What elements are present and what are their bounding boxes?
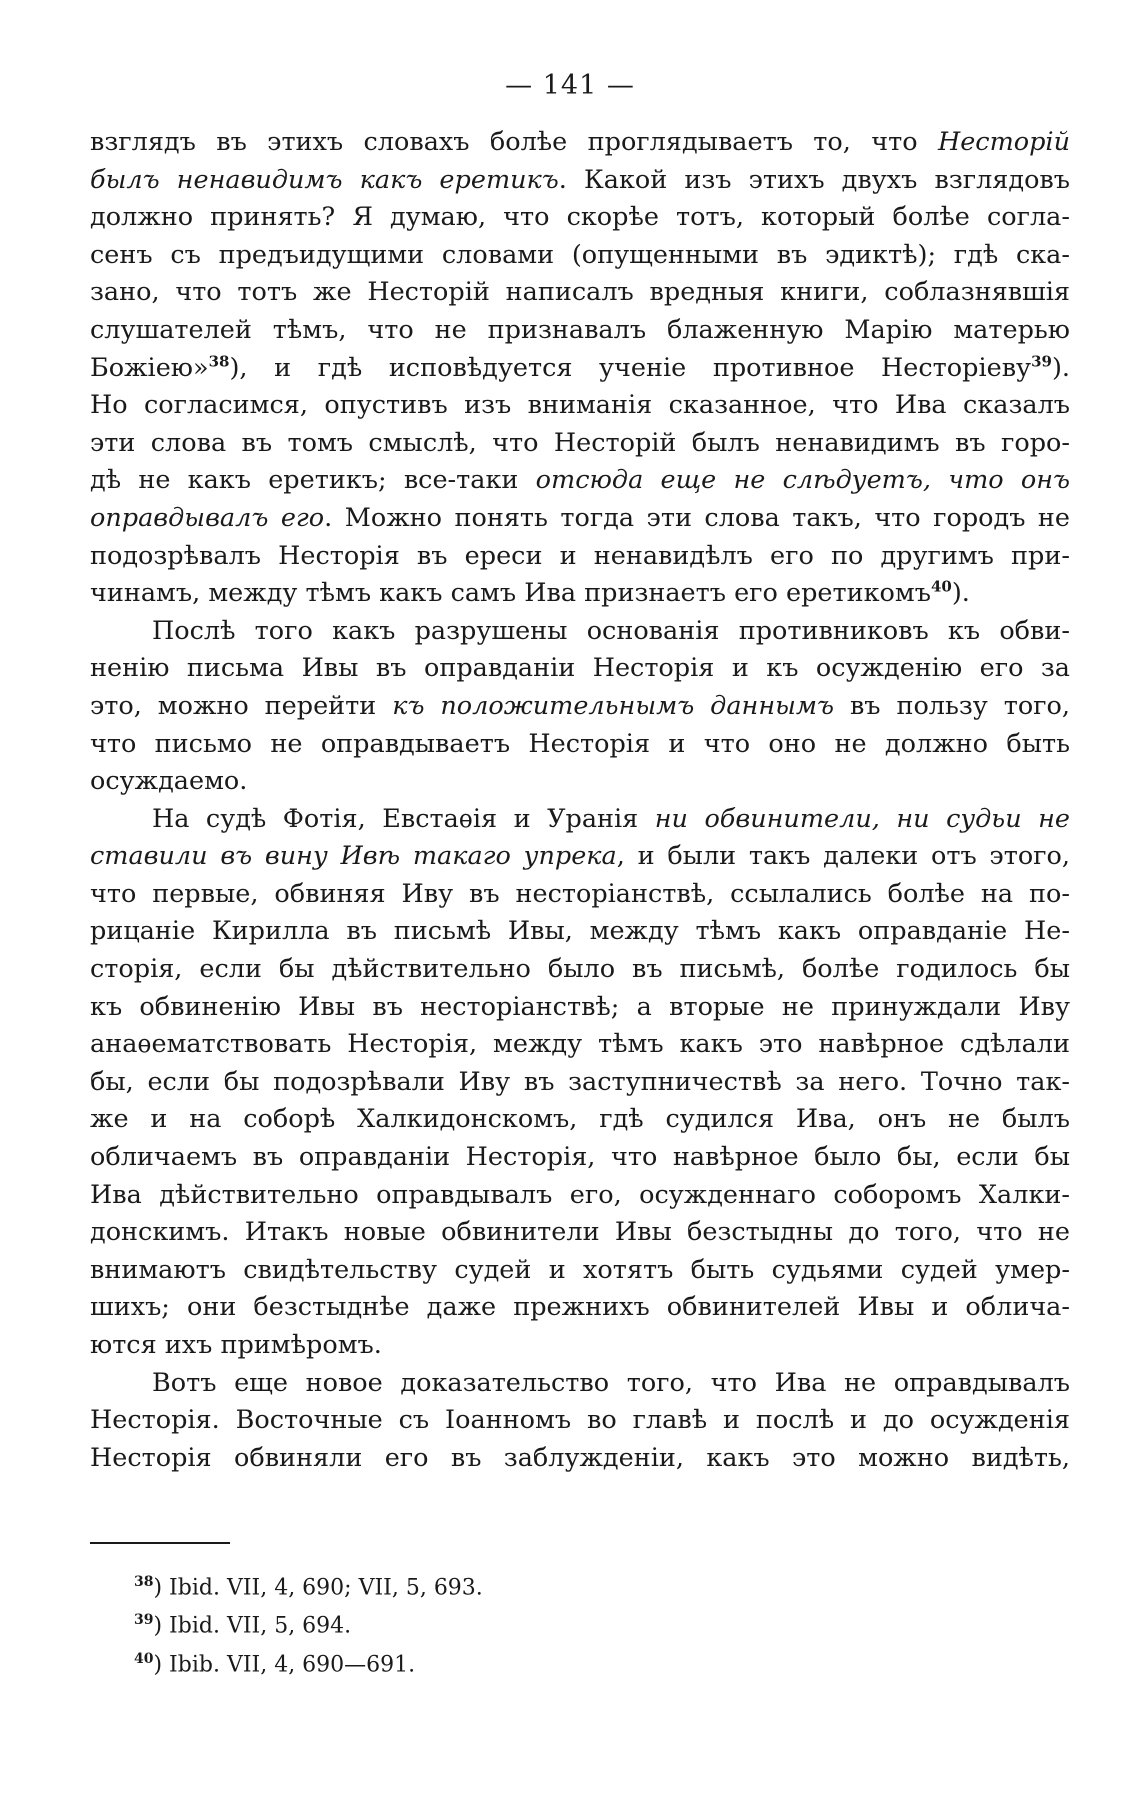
text-line: донскимъ. Итакъ новые обвинители Ивы безстыдны до того, что не	[90, 1217, 1070, 1248]
text-line: анаѳематствовать Несторія, между тѣмъ какъ это навѣрное сдѣлали	[90, 1029, 1070, 1060]
text-line: обличаемъ въ оправданіи Несторія, что навѣрное было бы, если бы	[90, 1142, 1070, 1173]
text-line: Вотъ еще новое доказательство того, что Ива не оправдывалъ	[152, 1367, 1070, 1398]
text-line: зано, что тотъ же Несторій написалъ вредныя книги, соблазнявшія	[90, 277, 1070, 308]
text-line: осуждаемо.	[90, 766, 248, 797]
footnote-ref: 39	[1031, 352, 1052, 371]
text-line: шихъ; они безстыднѣе даже прежнихъ обвинителей Ивы и облича-	[90, 1292, 1070, 1323]
text-line: къ обвиненію Ивы въ несторіанствѣ; а вторые не принуждали Иву	[90, 991, 1070, 1022]
text-line: бы, если бы подозрѣвали Иву въ заступничествѣ за него. Точно так-	[90, 1066, 1070, 1097]
text-line: Божіею»$^{38}$), и гдѣ исповѣдуется ученіе противное Несторіеву$^{39}$).	[90, 352, 1070, 383]
footnotes	[134, 1566, 483, 1681]
footnote-separator	[90, 1542, 230, 1544]
footnote: $^{39}$) Ibid. VII, 5, 694.	[134, 1612, 352, 1639]
text-line: оправдывалъ его. Можно понять тогда эти слова такъ, что городъ не	[90, 502, 1070, 533]
footnote: $^{40}$) Ibib. VII, 4, 690—691.	[134, 1650, 416, 1677]
text-line: подозрѣвалъ Несторія въ ереси и ненавидѣлъ его по другимъ при-	[90, 540, 1070, 571]
text-line: Послѣ того какъ разрушены основанія противниковъ къ обви-	[152, 615, 1070, 646]
text-line: чинамъ, между тѣмъ какъ самъ Ива признаетъ его еретикомъ$^{40}$).	[90, 577, 970, 609]
text-line: внимаютъ свидѣтельству судей и хотятъ быть судьями судей умер-	[90, 1254, 1070, 1285]
text-line: это, можно перейти къ положительнымъ даннымъ въ пользу того,	[90, 690, 1070, 721]
text-line: рицаніе Кирилла въ письмѣ Ивы, между тѣмъ какъ оправданіе Не-	[90, 916, 1070, 947]
footnote: $^{38}$) Ibid. VII, 4, 690; VII, 5, 693.	[134, 1574, 483, 1601]
text-line: должно принять? Я думаю, что скорѣе тотъ, который болѣе согла-	[90, 202, 1070, 233]
text-line: ставили въ вину Ивѣ такаго упрека, и были такъ далеки отъ этого,	[90, 841, 1070, 872]
text-line: что первые, обвиняя Иву въ несторіанствѣ, ссылались болѣе на по-	[90, 878, 1070, 909]
page-number: — 141 —	[505, 70, 635, 101]
footnote-mark: 39	[134, 1612, 154, 1629]
text-line: дѣ не какъ еретикъ; все-таки отсюда еще не слѣдуетъ, что онъ	[90, 465, 1070, 496]
text-line: слушателей тѣмъ, что не признавалъ блаженную Марію матерью	[90, 314, 1070, 345]
text-line: ются ихъ примѣромъ.	[90, 1330, 382, 1360]
text-line: На судѣ Фотія, Евстаѳія и Уранія ни обвинители, ни судьи не	[152, 803, 1070, 834]
text-line: Ива дѣйствительно оправдывалъ его, осужденнаго соборомъ Халки-	[90, 1179, 1070, 1210]
text-line: сторія, если бы дѣйствительно было въ письмѣ, болѣе годилось бы	[90, 954, 1070, 985]
text-line: эти слова въ томъ смыслѣ, что Несторій былъ ненавидимъ въ горо-	[90, 427, 1070, 458]
text-line: сенъ съ предъидущими словами (опущенными въ эдиктѣ); гдѣ ска-	[90, 239, 1070, 270]
text-line: взглядъ въ этихъ словахъ болѣе проглядываетъ то, что Несторій	[90, 127, 1070, 157]
text-line: что письмо не оправдываетъ Несторія и что оно не должно быть	[90, 728, 1070, 759]
text-line: Несторія. Восточные съ Іоанномъ во главѣ и послѣ и до осужденія	[90, 1405, 1070, 1436]
footnote-ref: 40	[930, 577, 952, 596]
footnote-mark: 40	[134, 1650, 154, 1667]
text-line: ненію письма Ивы въ оправданіи Несторія и къ осужденію его за	[90, 653, 1070, 684]
text-line: былъ ненавидимъ какъ еретикъ. Какой изъ этихъ двухъ взглядовъ	[90, 164, 1071, 195]
footnote-mark: 38	[134, 1574, 154, 1590]
footnote-ref: 38	[208, 352, 230, 371]
text-line: Несторія обвиняли его въ заблужденіи, какъ это можно видѣть,	[90, 1442, 1070, 1473]
main-text	[90, 124, 1070, 1477]
text-line: Но согласимся, опустивъ изъ вниманія сказанное, что Ива сказалъ	[90, 390, 1070, 421]
text-line: же и на соборѣ Халкидонскомъ, гдѣ судился Ива, онъ не былъ	[90, 1104, 1070, 1135]
